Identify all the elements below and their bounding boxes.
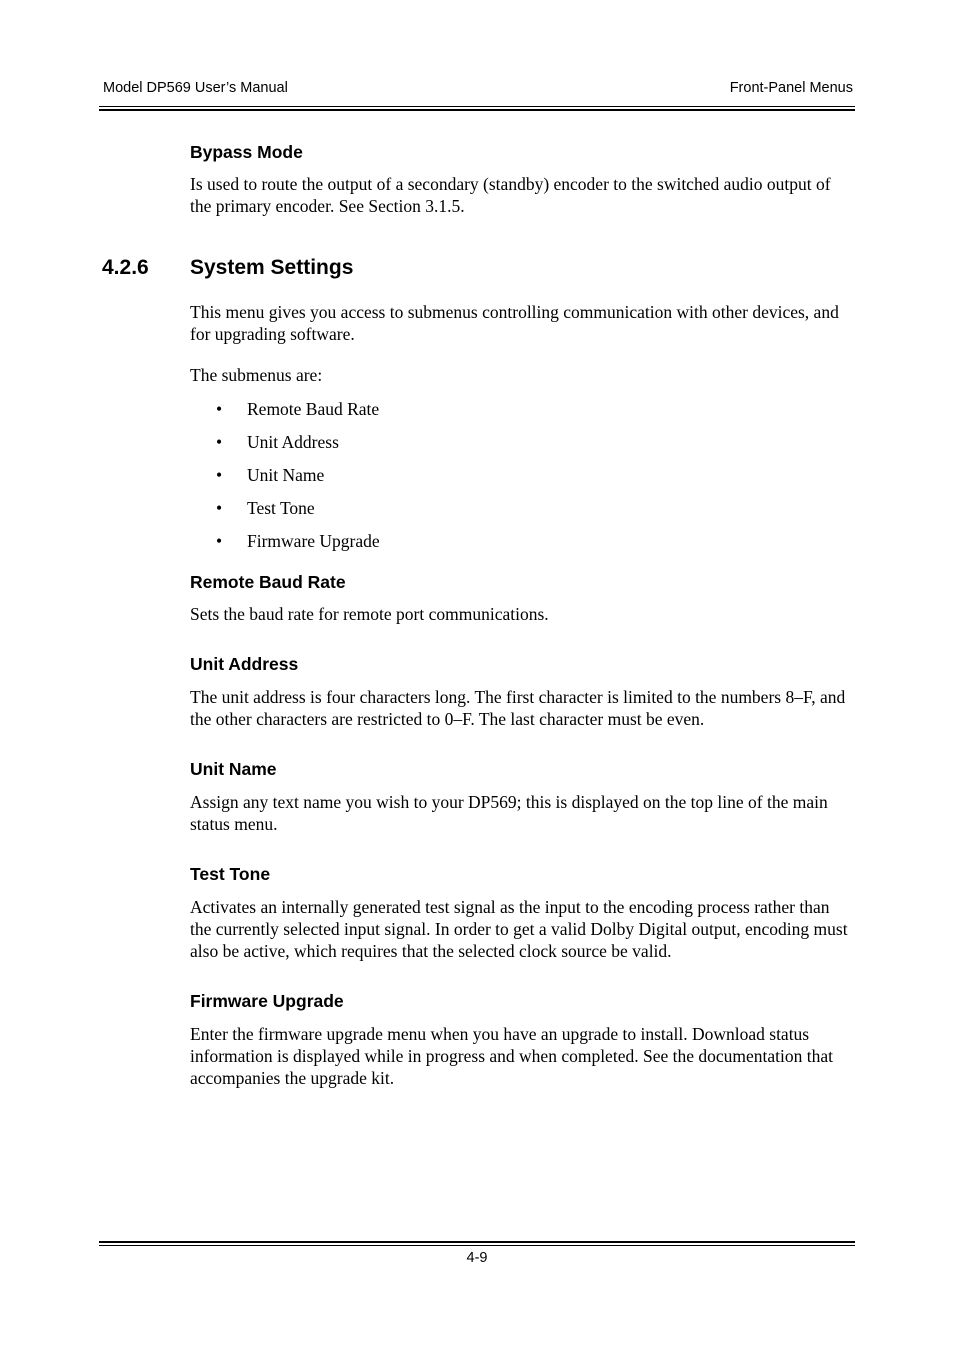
footer-rule-top: [99, 1241, 855, 1243]
bullet-icon: •: [216, 399, 223, 419]
submenus-label: The submenus are:: [190, 365, 323, 385]
test-tone-text: Activates an internally generated test signal as the input to the encoding process rather than the currently selected input signal. In order to get a valid Dolby Digital output, encoding must also be active, which requires that the selected clock source be valid.: [190, 897, 848, 961]
bullet-icon: •: [216, 465, 223, 485]
test-tone-heading: Test Tone: [190, 864, 271, 884]
page-number: 4-9: [466, 1250, 488, 1266]
bullet-icon: •: [216, 531, 223, 551]
firmware-upgrade-text: Enter the firmware upgrade menu when you have an upgrade to install. Download status information is displayed while in progress and when completed. See the documentation that accompanies the upgrade kit.: [190, 1024, 833, 1088]
firmware-upgrade-heading: Firmware Upgrade: [190, 991, 344, 1011]
bullet-icon: •: [216, 498, 223, 518]
list-item-label: Test Tone: [247, 498, 315, 518]
list-item: [216, 464, 324, 486]
unit-name-text: Assign any text name you wish to your DP569; this is displayed on the top line of the main status menu.: [190, 792, 828, 834]
header-rule-bottom: [99, 109, 855, 111]
bullet-icon: •: [216, 432, 223, 452]
list-item-label: Remote Baud Rate: [247, 399, 380, 419]
section-intro: This menu gives you access to submenus controlling communication with other devices, and for upgrading software.: [190, 302, 839, 344]
list-item: [216, 431, 339, 453]
list-item-label: Unit Address: [247, 432, 339, 452]
remote-baud-text: Sets the baud rate for remote port communications.: [190, 604, 549, 624]
header-rule-top: [99, 106, 855, 107]
bypass-mode-heading: Bypass Mode: [190, 142, 303, 162]
unit-address-heading: Unit Address: [190, 654, 299, 674]
unit-address-text: The unit address is four characters long. The first character is limited to the numbers 8–F, and the other characters are restricted to 0–F. The last character must be even.: [190, 687, 846, 729]
header-chapter-title: Front-Panel Menus: [729, 80, 853, 96]
list-item-label: Unit Name: [247, 465, 325, 485]
remote-baud-heading: Remote Baud Rate: [190, 572, 346, 592]
list-item: [216, 530, 380, 552]
list-item: [216, 497, 315, 519]
list-item-label: Firmware Upgrade: [247, 531, 380, 551]
header-manual-title: Model DP569 User’s Manual: [103, 80, 288, 96]
bypass-mode-text: Is used to route the output of a secondary (standby) encoder to the switched audio output of the primary encoder. See Section 3.1.5.: [190, 174, 831, 216]
list-item: [216, 398, 379, 420]
unit-name-heading: Unit Name: [190, 759, 277, 779]
footer-rule-bottom: [99, 1245, 855, 1246]
section-title: System Settings: [190, 256, 354, 279]
section-number: 4.2.6: [102, 256, 149, 279]
